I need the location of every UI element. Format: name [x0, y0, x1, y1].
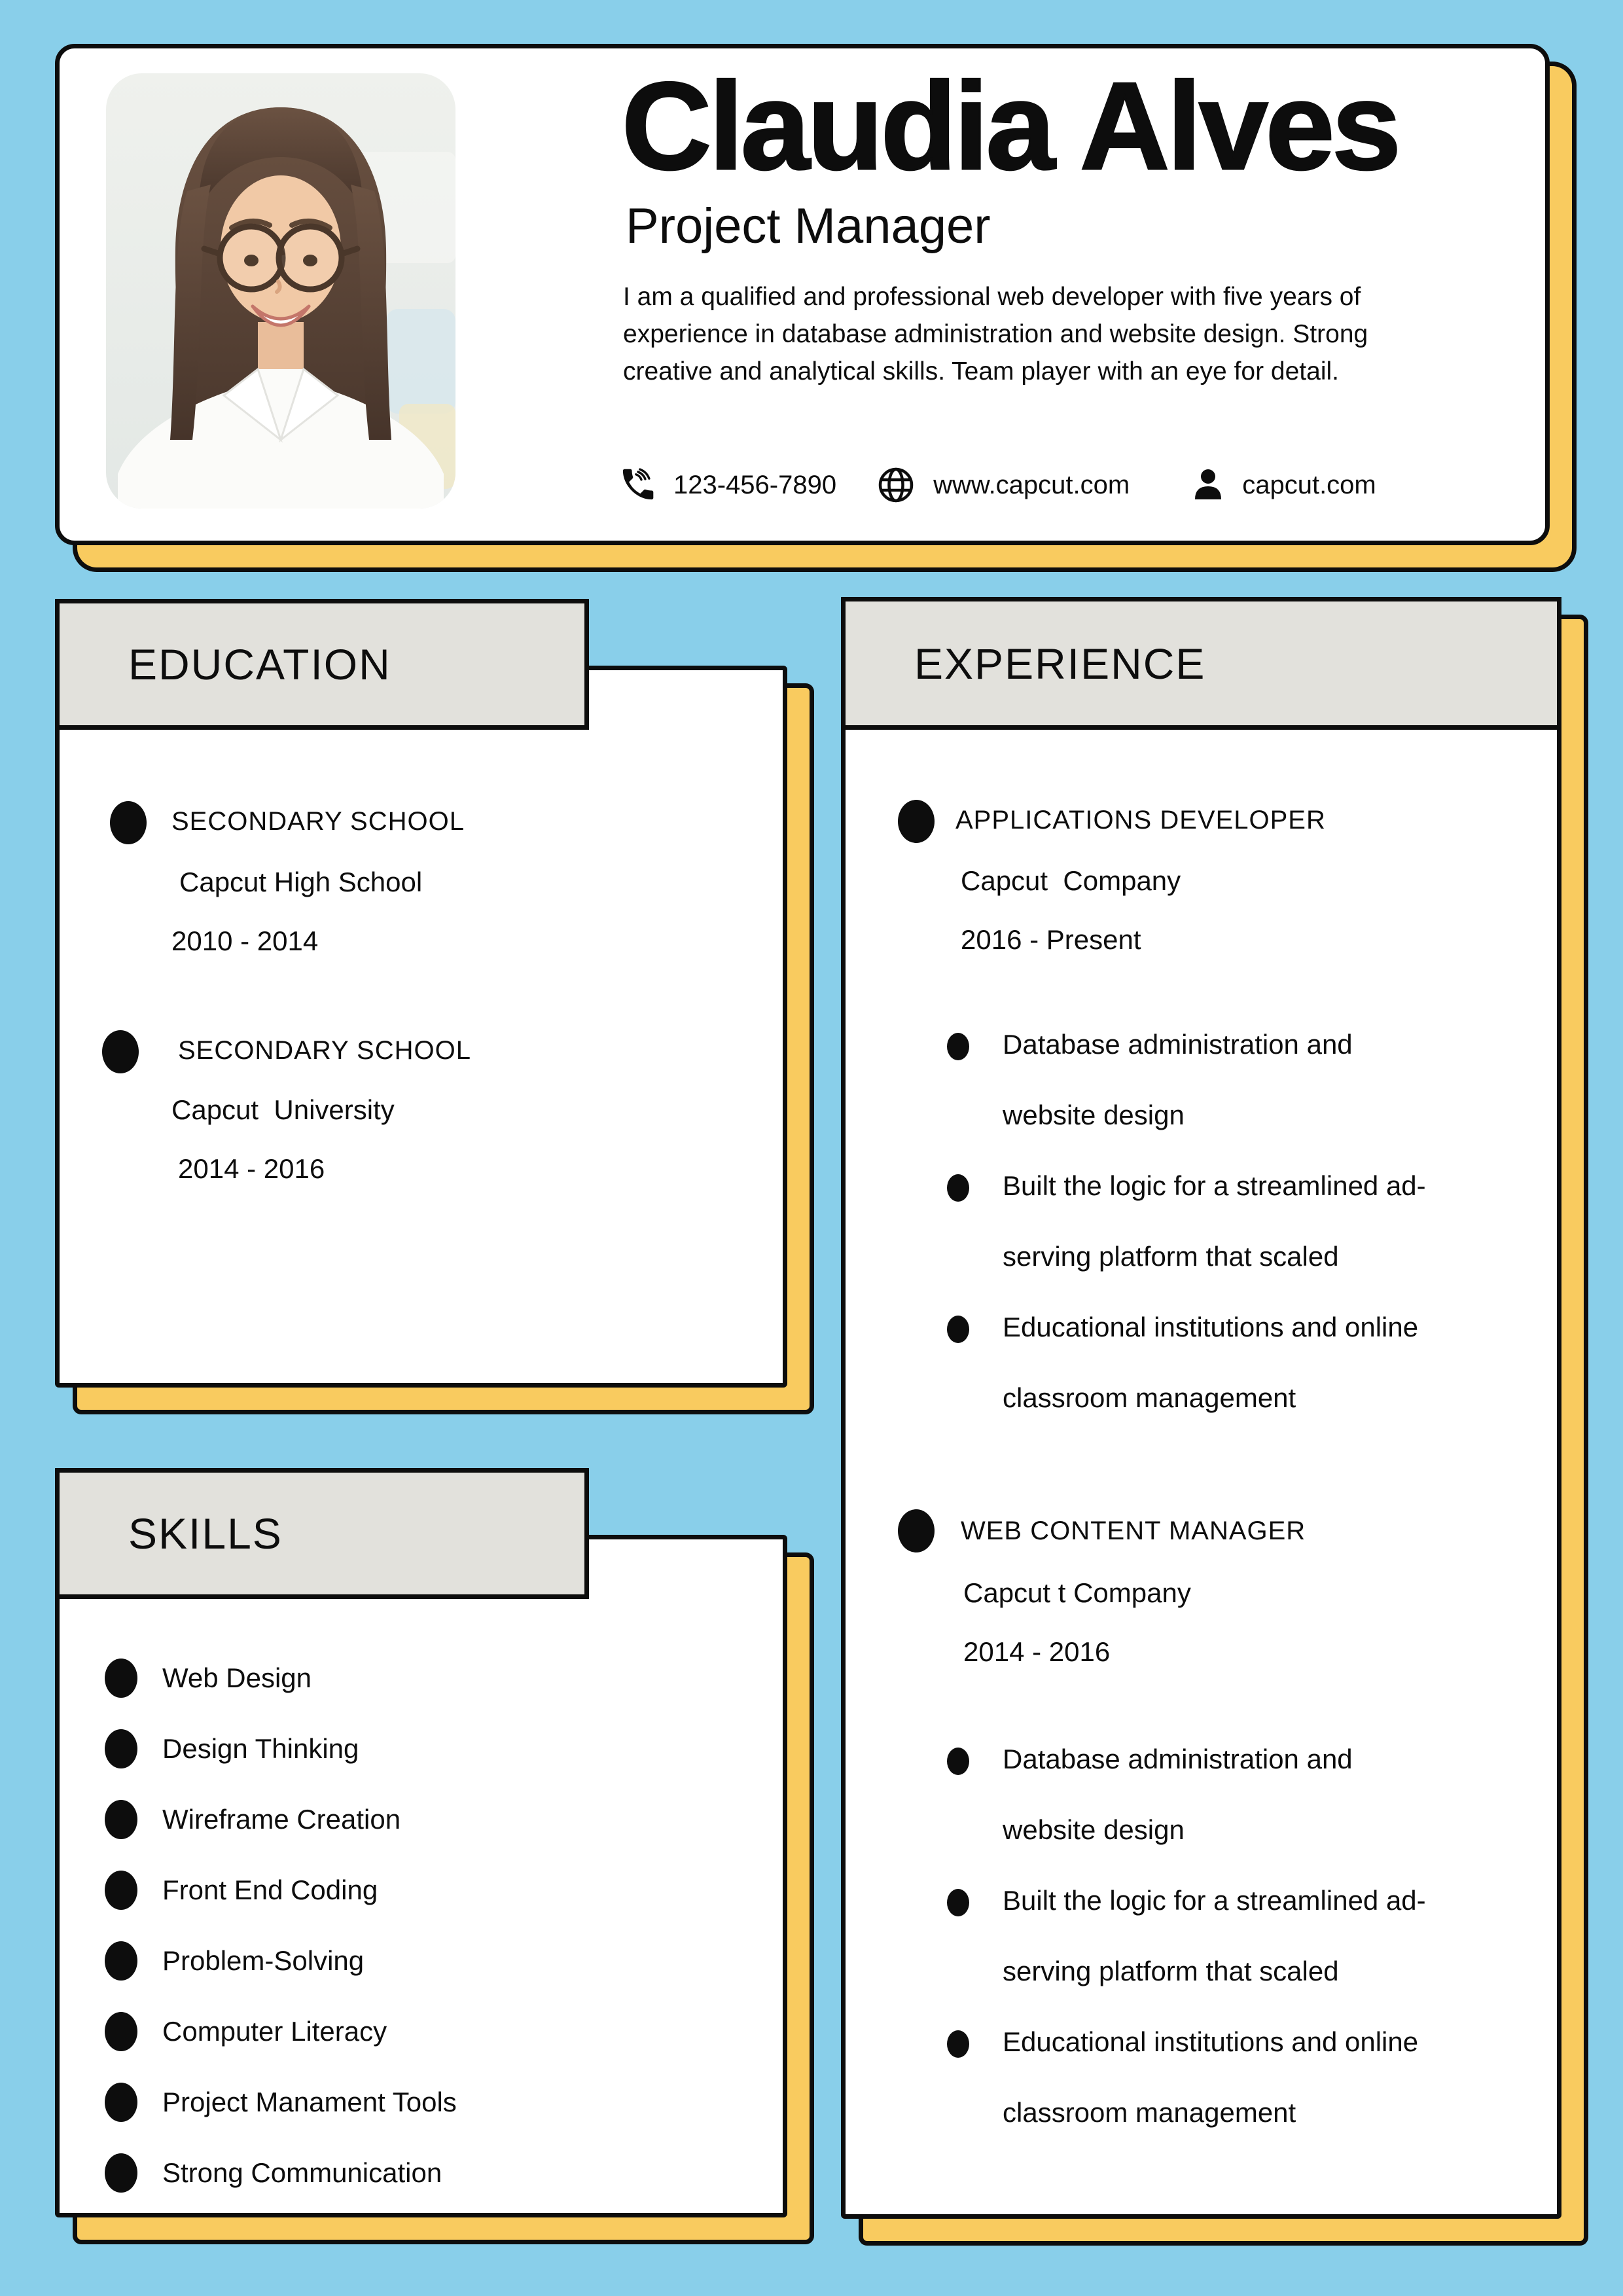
phone-number: 123-456-7890	[673, 470, 837, 499]
experience-bullet-line: classroom management	[1003, 1382, 1296, 1413]
skill-label: Wireframe Creation	[162, 1804, 401, 1835]
experience-bullet-line: Database administration and	[1003, 1029, 1353, 1060]
experience-bullet-line: Built the logic for a streamlined ad-	[1003, 1170, 1426, 1201]
experience-bullet-line: website design	[1003, 1814, 1185, 1845]
skill-item	[105, 1941, 364, 1981]
education-entry-title: SECONDARY SCHOOL	[178, 1036, 471, 1065]
education-entry-dates: 2014 - 2016	[178, 1153, 325, 1184]
skill-label: Project Manament Tools	[162, 2087, 457, 2117]
bullet-icon	[947, 1748, 969, 1775]
bullet-icon	[105, 1800, 137, 1839]
job-title: Project Manager	[626, 198, 991, 254]
experience-bullet-line: serving platform that scaled	[1003, 1956, 1339, 1986]
education-heading: EDUCATION	[128, 640, 391, 689]
skill-item	[105, 1659, 312, 1698]
experience-bullet-line: Built the logic for a streamlined ad-	[1003, 1885, 1426, 1916]
bullet-icon	[898, 1509, 935, 1552]
bullet-icon	[898, 800, 935, 843]
experience-entry-dates: 2016 - Present	[961, 924, 1141, 955]
bullet-icon	[947, 1316, 969, 1343]
portrait-illustration	[106, 73, 455, 509]
skill-label: Web Design	[162, 1662, 312, 1693]
bullet-icon	[947, 2030, 969, 2058]
experience-entry-title: APPLICATIONS DEVELOPER	[955, 806, 1326, 834]
bullet-icon	[110, 801, 147, 844]
education-section-header	[55, 599, 589, 730]
website-url: www.capcut.com	[933, 470, 1130, 499]
education-entry-org: Capcut High School	[179, 867, 423, 897]
experience-bullet-line: Educational institutions and online	[1003, 2026, 1419, 2057]
experience-entry-org: Capcut Company	[961, 865, 1181, 896]
experience-entry-org: Capcut t Company	[963, 1577, 1191, 1608]
education-card	[55, 666, 787, 1388]
skill-item	[105, 2012, 387, 2051]
person-icon	[1190, 467, 1226, 503]
bullet-icon	[102, 1030, 139, 1073]
education-entry-org: Capcut University	[171, 1094, 395, 1125]
experience-entry-dates: 2014 - 2016	[963, 1636, 1111, 1667]
experience-bullet-line: serving platform that scaled	[1003, 1241, 1339, 1272]
bullet-icon	[947, 1174, 969, 1202]
skill-item	[105, 1871, 378, 1910]
bullet-icon	[105, 2153, 137, 2193]
experience-section-header	[841, 597, 1561, 730]
skill-label: Front End Coding	[162, 1874, 378, 1905]
experience-bullet-line: Database administration and	[1003, 1744, 1353, 1774]
contact-row	[618, 462, 1376, 508]
skill-item	[105, 1729, 359, 1768]
skill-item	[105, 2153, 442, 2193]
profile-photo	[106, 73, 455, 509]
experience-bullet-line: classroom management	[1003, 2097, 1296, 2128]
profile-summary: I am a qualified and professional web developer with five years of experience in database administration and website design. Strong creative and analytical skills. Team player with an eye for detail.	[623, 283, 1376, 386]
education-entry-title: SECONDARY SCHOOL	[171, 807, 465, 836]
experience-bullet-line: Educational institutions and online	[1003, 1312, 1419, 1342]
education-entry-dates: 2010 - 2014	[171, 925, 319, 956]
bullet-icon	[105, 2083, 137, 2122]
skill-item	[105, 1800, 401, 1839]
skill-label: Problem-Solving	[162, 1945, 365, 1976]
skill-item	[105, 2083, 457, 2122]
bullet-icon	[947, 1033, 969, 1060]
skill-label: Strong Communication	[162, 2157, 442, 2188]
profile-handle: capcut.com	[1242, 470, 1376, 499]
bullet-icon	[105, 2012, 137, 2051]
bullet-icon	[105, 1941, 137, 1981]
skill-label: Computer Literacy	[162, 2016, 387, 2047]
globe-icon	[877, 466, 915, 504]
phone-icon	[618, 466, 656, 504]
bullet-icon	[947, 1889, 969, 1916]
bullet-icon	[105, 1871, 137, 1910]
skill-label: Design Thinking	[162, 1733, 359, 1764]
skills-section-header	[55, 1468, 589, 1599]
skills-heading: SKILLS	[128, 1509, 283, 1558]
bullet-icon	[105, 1659, 137, 1698]
person-name: Claudia Alves	[622, 57, 1399, 196]
experience-heading: EXPERIENCE	[914, 639, 1206, 688]
bullet-icon	[105, 1729, 137, 1768]
experience-entry-title: WEB CONTENT MANAGER	[961, 1516, 1306, 1545]
experience-bullet-line: website design	[1003, 1100, 1185, 1130]
